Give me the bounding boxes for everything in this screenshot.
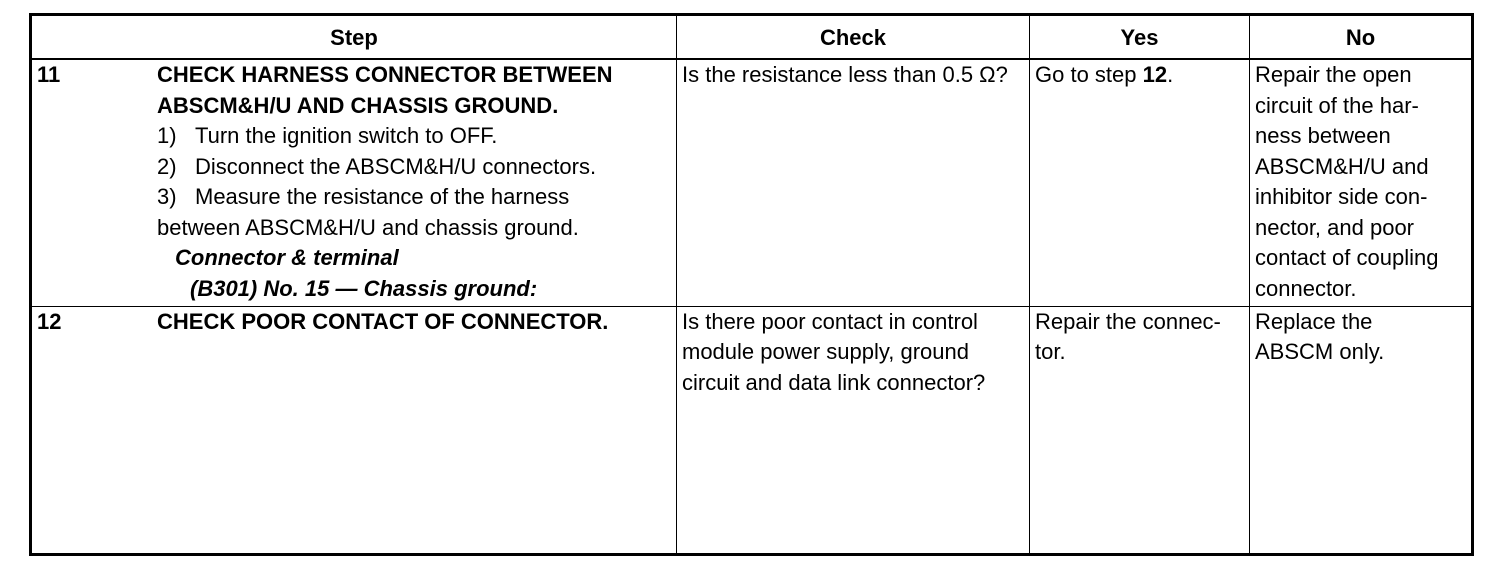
yes-cell (1030, 59, 1250, 306)
check-line: Is there poor contact in control (682, 308, 978, 334)
no-line: inhibitor side con- (1255, 184, 1428, 209)
step-title-line1: CHECK HARNESS CONNECTOR BETWEEN (157, 62, 613, 87)
check-cell (677, 306, 1030, 555)
header-step: Step (31, 15, 677, 60)
step-title-line1: CHECK POOR CONTACT OF CONNECTOR. (157, 308, 609, 334)
yes-text: Go to step 12. (1035, 62, 1174, 87)
no-cell (1250, 306, 1473, 555)
substep-2: 2) Disconnect the ABSCM&H/U connectors. (157, 153, 597, 179)
connector-label: Connector & terminal (175, 245, 399, 270)
step-title-line2: ABSCM&H/U AND CHASSIS GROUND. (157, 92, 559, 118)
check-cell (677, 59, 1030, 306)
check-line: circuit and data link connector? (682, 369, 986, 395)
step-number: 11 (37, 62, 61, 87)
no-line: contact of coupling (1255, 245, 1439, 270)
check-line: module power supply, ground (682, 339, 969, 364)
no-line: Replace the (1255, 308, 1373, 334)
yes-line: tor. (1035, 339, 1066, 364)
header-no: No (1250, 15, 1473, 60)
substep-3: 3) Measure the resistance of the harness (157, 184, 570, 209)
no-line: ABSCM&H/U and (1255, 153, 1429, 179)
table-row-11 (31, 59, 1473, 306)
no-line: connector. (1255, 275, 1357, 301)
check-text: Is the resistance less than 0.5 Ω? (682, 62, 1008, 87)
diagnostic-table (29, 13, 1474, 556)
no-cell (1250, 59, 1473, 306)
header-row (31, 15, 1473, 60)
substep-3-continued: between ABSCM&H/U and chassis ground. (157, 214, 579, 240)
table-row-12 (31, 306, 1473, 555)
connector-value: (B301) No. 15 — Chassis ground: (190, 275, 538, 301)
yes-step-ref: 12 (1142, 62, 1168, 87)
no-line: ness between (1255, 123, 1391, 148)
yes-cell (1030, 306, 1250, 555)
no-line: Repair the open (1255, 62, 1412, 87)
yes-line: Repair the connec- (1035, 308, 1221, 334)
step-cell (31, 59, 677, 306)
header-check: Check (677, 15, 1030, 60)
header-yes: Yes (1030, 15, 1250, 60)
substep-1: 1) Turn the ignition switch to OFF. (157, 123, 498, 148)
step-number: 12 (37, 308, 62, 334)
no-line: nector, and poor (1255, 214, 1415, 240)
no-line: circuit of the har- (1255, 92, 1419, 118)
step-cell (31, 306, 677, 555)
no-line: ABSCM only. (1255, 339, 1385, 364)
